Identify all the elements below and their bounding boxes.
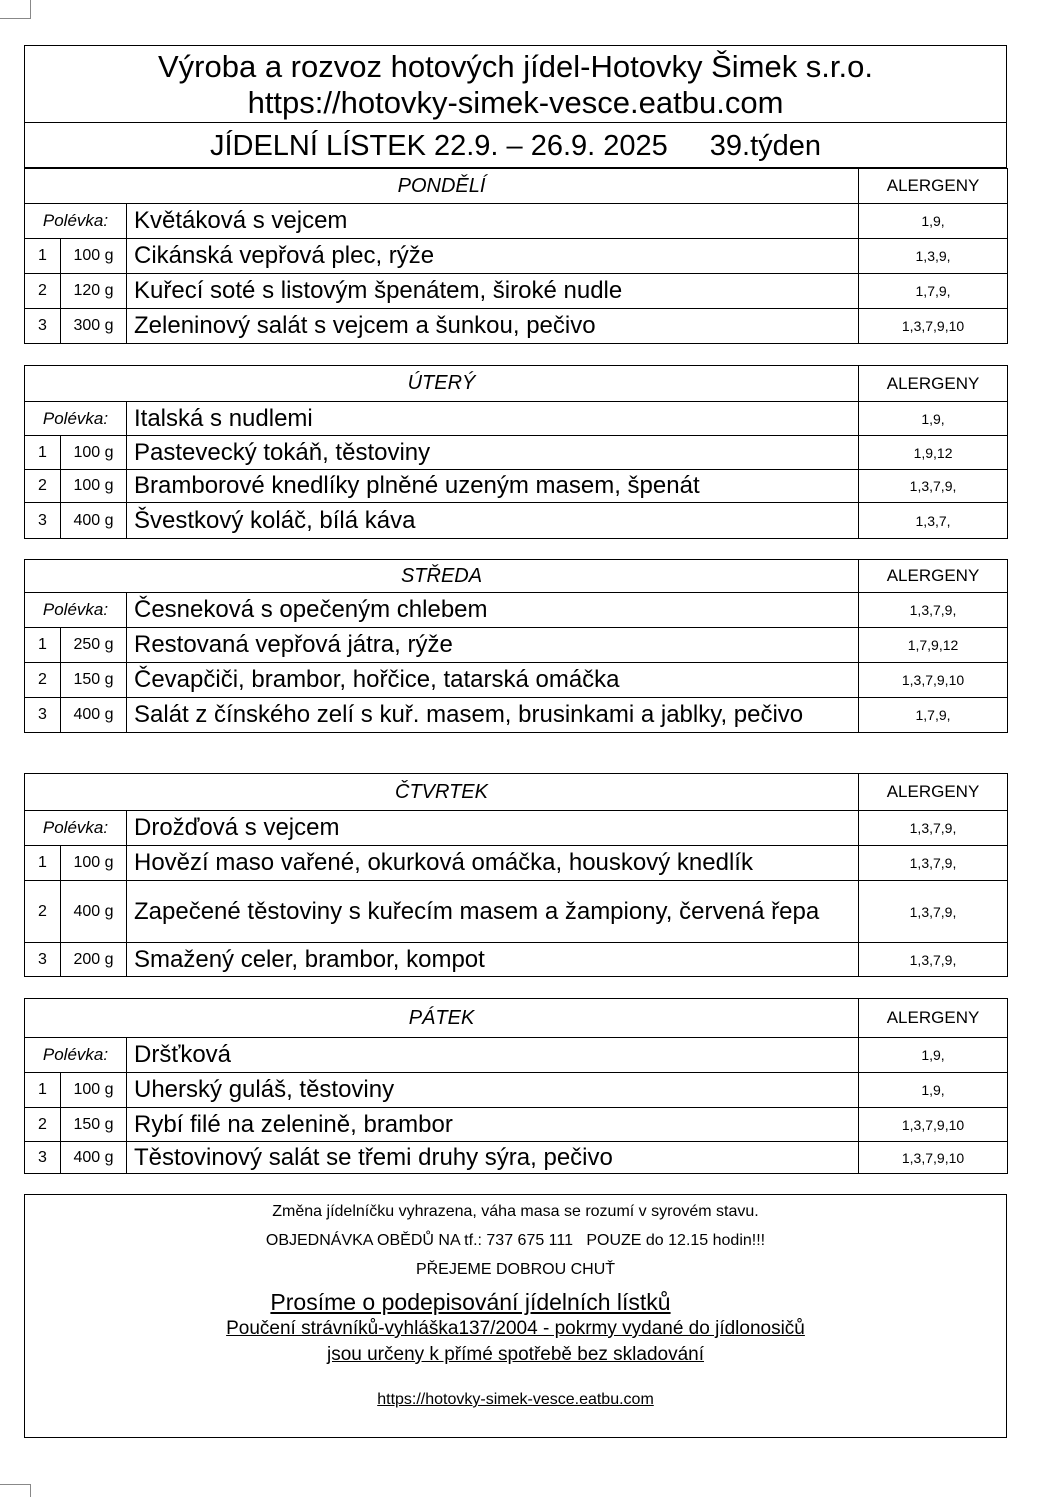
meal-row [25, 309, 1008, 344]
day-name: STŘEDA [25, 560, 859, 593]
meal-number: 2 [25, 470, 61, 503]
meal-row [25, 1073, 1008, 1108]
meal-dish: Švestkový koláč, bílá káva [127, 503, 859, 539]
meal-row [25, 239, 1008, 274]
meal-weight: 150 g [61, 1108, 127, 1142]
footer-note-change: Změna jídelníčku vyhrazena, váha masa se rozumí v syrovém stavu. [272, 1203, 759, 1220]
meal-row [25, 1108, 1008, 1142]
footer-website-link[interactable]: https://hotovky-simek-vesce.eatbu.com [377, 1391, 654, 1408]
meal-allergens: 1,9, [859, 1073, 1008, 1108]
company-website: https://hotovky-simek-vesce.eatbu.com [247, 85, 784, 120]
meal-dish: Pastevecký tokáň, těstoviny [127, 436, 859, 470]
meal-weight: 400 g [61, 503, 127, 539]
meal-allergens: 1,3,7,9,10 [859, 663, 1008, 698]
meal-allergens: 1,7,9,12 [859, 628, 1008, 663]
meal-weight: 150 g [61, 663, 127, 698]
meal-row [25, 943, 1008, 977]
meal-dish: Těstovinový salát se třemi druhy sýra, pečivo [127, 1142, 859, 1174]
meal-row [25, 881, 1008, 943]
allergens-header: ALERGENY [859, 999, 1008, 1038]
meal-allergens: 1,7,9, [859, 274, 1008, 309]
soup-name: Česneková s opečeným chlebem [127, 593, 859, 628]
footer-law-line1: Poučení strávníků-vyhláška137/2004 - pokrmy vydané do jídlonosičů [226, 1318, 805, 1339]
meal-weight: 100 g [61, 239, 127, 274]
meal-allergens: 1,3,7,9,10 [859, 309, 1008, 344]
meal-number: 3 [25, 698, 61, 733]
meal-dish: Salát z čínského zelí s kuř. masem, brusinkami a jablky, pečivo [127, 698, 859, 733]
meal-allergens: 1,3,7,9, [859, 846, 1008, 881]
meal-number: 3 [25, 503, 61, 539]
menu-title [25, 123, 1006, 168]
meal-number: 2 [25, 1108, 61, 1142]
soup-allergens: 1,3,7,9, [859, 593, 1008, 628]
meal-number: 1 [25, 239, 61, 274]
meal-dish: Bramborové knedlíky plněné uzeným masem, špenát [127, 470, 859, 503]
meal-number: 2 [25, 663, 61, 698]
meal-weight: 400 g [61, 1142, 127, 1174]
meal-number: 1 [25, 1073, 61, 1108]
meal-allergens: 1,3,7,9, [859, 470, 1008, 503]
meal-dish: Zapečené těstoviny s kuřecím masem a žampiony, červená řepa [127, 881, 859, 943]
soup-name: Drožďová s vejcem [127, 811, 859, 846]
soup-name: Dršťková [127, 1038, 859, 1073]
day-table-2 [24, 559, 1008, 733]
meal-row [25, 846, 1008, 881]
day-table-0 [24, 168, 1008, 344]
footer-note-wish: PŘEJEME DOBROU CHUŤ [415, 1261, 616, 1278]
soup-label: Polévka: [25, 402, 127, 436]
menu-date-range: JÍDELNÍ LÍSTEK 22.9. – 26.9. 2025 [209, 130, 668, 162]
meal-weight: 200 g [61, 943, 127, 977]
day-name: ČTVRTEK [25, 774, 859, 811]
meal-allergens: 1,3,7,9, [859, 881, 1008, 943]
meal-weight: 100 g [61, 436, 127, 470]
footer-sign-request: Prosíme o podepisování jídelních lístků [270, 1289, 671, 1315]
meal-dish: Uherský guláš, těstoviny [127, 1073, 859, 1108]
page-corner-mark [0, 0, 31, 19]
meal-allergens: 1,3,7, [859, 503, 1008, 539]
meal-row [25, 663, 1008, 698]
meal-row [25, 470, 1008, 503]
meal-number: 1 [25, 436, 61, 470]
meal-dish: Cikánská vepřová plec, rýže [127, 239, 859, 274]
company-name: Výroba a rozvoz hotových jídel-Hotovky Šimek s.r.o. [157, 49, 873, 84]
meal-dish: Hovězí maso vařené, okurková omáčka, houskový knedlík [127, 846, 859, 881]
day-name: PÁTEK [25, 999, 859, 1038]
meal-dish: Čevapčiči, brambor, hořčice, tatarská omáčka [127, 663, 859, 698]
soup-label: Polévka: [25, 1038, 127, 1073]
meal-dish: Rybí filé na zelenině, brambor [127, 1108, 859, 1142]
meal-number: 2 [25, 881, 61, 943]
meal-weight: 100 g [61, 1073, 127, 1108]
meal-allergens: 1,3,7,9,10 [859, 1108, 1008, 1142]
soup-allergens: 1,9, [859, 402, 1008, 436]
soup-allergens: 1,3,7,9, [859, 811, 1008, 846]
meal-weight: 250 g [61, 628, 127, 663]
soup-allergens: 1,9, [859, 1038, 1008, 1073]
allergens-header: ALERGENY [859, 560, 1008, 593]
meal-allergens: 1,3,7,9, [859, 943, 1008, 977]
day-table-3 [24, 773, 1008, 977]
soup-label: Polévka: [25, 811, 127, 846]
meal-allergens: 1,3,9, [859, 239, 1008, 274]
day-name: PONDĚLÍ [25, 169, 859, 204]
meal-number: 3 [25, 1142, 61, 1174]
soup-allergens: 1,9, [859, 204, 1008, 239]
allergens-header: ALERGENY [859, 774, 1008, 811]
menu-header [24, 45, 1007, 168]
meal-row [25, 274, 1008, 309]
meal-number: 3 [25, 309, 61, 344]
meal-number: 3 [25, 943, 61, 977]
meal-number: 2 [25, 274, 61, 309]
week-number: 39.týden [709, 130, 822, 162]
soup-label: Polévka: [25, 204, 127, 239]
allergens-header: ALERGENY [859, 366, 1008, 402]
meal-row [25, 628, 1008, 663]
meal-number: 1 [25, 628, 61, 663]
footer-note-order: OBJEDNÁVKA OBĚDŮ NA tf.: 737 675 111 POUZE do 12.15 hodin!!! [265, 1232, 766, 1249]
meal-row [25, 503, 1008, 539]
meal-dish: Restovaná vepřová játra, rýže [127, 628, 859, 663]
day-name: ÚTERÝ [25, 366, 859, 402]
company-block [25, 46, 1006, 123]
soup-name: Italská s nudlemi [127, 402, 859, 436]
meal-allergens: 1,9,12 [859, 436, 1008, 470]
meal-weight: 100 g [61, 846, 127, 881]
soup-label: Polévka: [25, 593, 127, 628]
footer-law-line2: jsou určeny k přímé spotřebě bez skladování [326, 1344, 705, 1365]
meal-number: 1 [25, 846, 61, 881]
meal-weight: 100 g [61, 470, 127, 503]
meal-row [25, 436, 1008, 470]
day-table-4 [24, 998, 1008, 1174]
meal-row [25, 698, 1008, 733]
meal-row [25, 1142, 1008, 1174]
menu-footer [24, 1194, 1007, 1438]
meal-allergens: 1,3,7,9,10 [859, 1142, 1008, 1174]
meal-weight: 400 g [61, 698, 127, 733]
allergens-header: ALERGENY [859, 169, 1008, 204]
meal-allergens: 1,7,9, [859, 698, 1008, 733]
meal-dish: Zeleninový salát s vejcem a šunkou, pečivo [127, 309, 859, 344]
meal-weight: 400 g [61, 881, 127, 943]
page-corner-mark [0, 1484, 31, 1497]
meal-dish: Kuřecí soté s listovým špenátem, široké nudle [127, 274, 859, 309]
soup-name: Květáková s vejcem [127, 204, 859, 239]
meal-weight: 120 g [61, 274, 127, 309]
meal-weight: 300 g [61, 309, 127, 344]
day-table-1 [24, 365, 1008, 539]
meal-dish: Smažený celer, brambor, kompot [127, 943, 859, 977]
